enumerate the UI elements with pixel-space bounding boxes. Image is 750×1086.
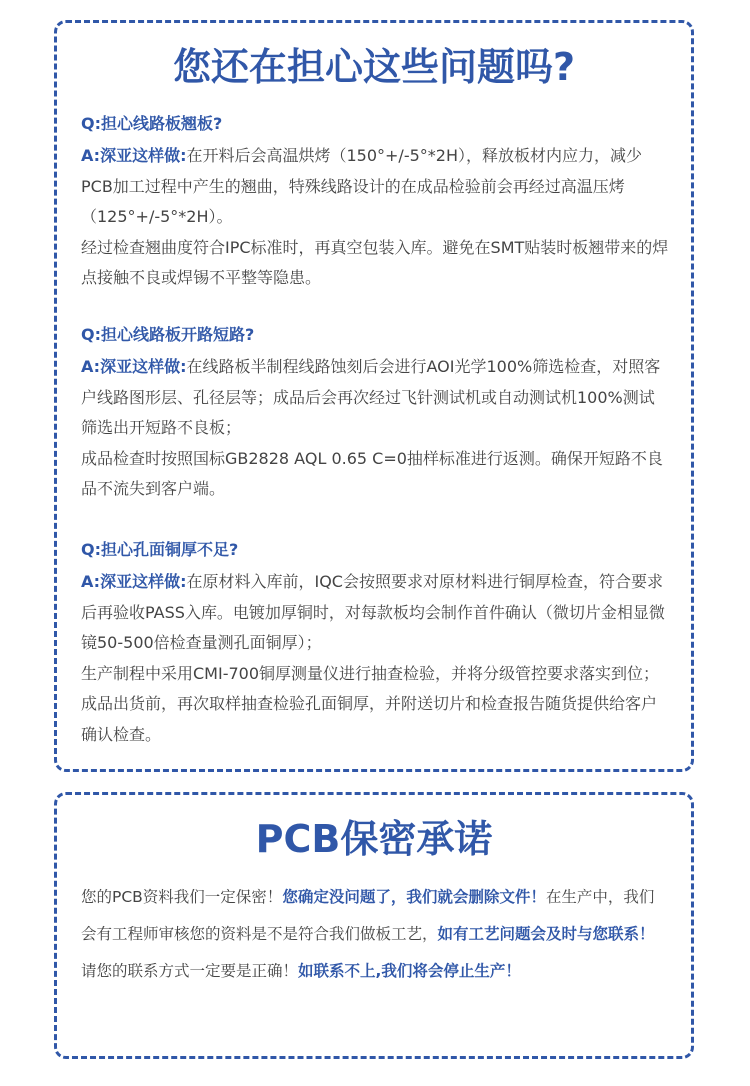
answer-text-2: 成品检查时按照国标GB2828 AQL 0.65 C=0抽样标准进行返测。确保开短路不良品不流失到客户端。 <box>81 448 663 498</box>
text-segment: 在生产中，我们会有工程师审核您的资料是不是符合我们做板工艺， <box>81 888 655 943</box>
confidentiality-body <box>81 879 669 990</box>
question <box>81 324 669 346</box>
answer-text-2: 经过检查翘曲度符合IPC标准时，再真空包装入库。避免在SMT贴装时板翘带来的焊点接触不良或焊锡不平整等隐患。 <box>81 237 669 287</box>
qa-item-warp <box>81 113 669 294</box>
q-text: 担心线路板翘板? <box>101 114 223 133</box>
qa-item-copper <box>81 539 669 750</box>
highlight-segment: 您确定没问题了，我们就会删除文件！ <box>282 888 546 906</box>
concerns-card <box>54 20 694 772</box>
answer-label: A:深亚这样做: <box>81 572 187 591</box>
answer-label: A:深亚这样做: <box>81 357 187 376</box>
answer-text: 在开料后会高温烘烤（150°+/-5°*2H），释放板材内应力，减少PCB加工过程中产生的翘曲，特殊线路设计的在成品检验前会再经过高温压烤（125°+/-5°*2H）。 <box>81 146 642 226</box>
q-prefix: Q: <box>81 325 101 344</box>
confidentiality-paragraph <box>81 879 669 990</box>
question <box>81 539 669 561</box>
highlight-segment: 如联系不上,我们将会停止生产！ <box>298 962 521 980</box>
text-segment: 请您的联系方式一定要是正确！ <box>81 962 299 980</box>
q-text: 担心线路板开路短路? <box>101 325 255 344</box>
answer-text: 在线路板半制程线路蚀刻后会进行AOI光学100%筛选检查，对照客户线路图形层、孔径层等；成品后会再次经过飞针测试机或自动测试机100%测试筛选出开短路不良板； <box>81 357 661 437</box>
q-text: 担心孔面铜厚不足? <box>101 540 239 559</box>
answer-text-2: 生产制程中采用CMI-700铜厚测量仪进行抽查检验，并将分级管控要求落实到位；成品出货前，再次取样抽查检验孔面铜厚，并附送切片和检查报告随货提供给客户确认检查。 <box>81 663 660 744</box>
highlight-segment: 如有工艺问题会及时与您联系！ <box>437 925 655 943</box>
answer-text: 在原材料入库前，IQC会按照要求对原材料进行铜厚检查，符合要求后再验收PASS入库。电镀加厚铜时，对每款板均会制作首件确认（微切片金相显微镜50-500倍检查量测孔面铜厚）； <box>81 572 665 652</box>
confidentiality-card <box>54 792 694 1059</box>
concerns-title: 您还在担心这些问题吗? <box>172 45 576 89</box>
answer <box>81 352 669 444</box>
text-segment: 您的PCB资料我们一定保密！ <box>81 888 283 906</box>
answer-label: A:深亚这样做: <box>81 146 187 165</box>
q-prefix: Q: <box>81 540 101 559</box>
answer <box>81 567 669 659</box>
question <box>81 113 669 135</box>
q-prefix: Q: <box>81 114 101 133</box>
confidentiality-title: PCB保密承诺 <box>255 817 493 861</box>
qa-item-open-short <box>81 324 669 505</box>
answer <box>81 141 669 233</box>
